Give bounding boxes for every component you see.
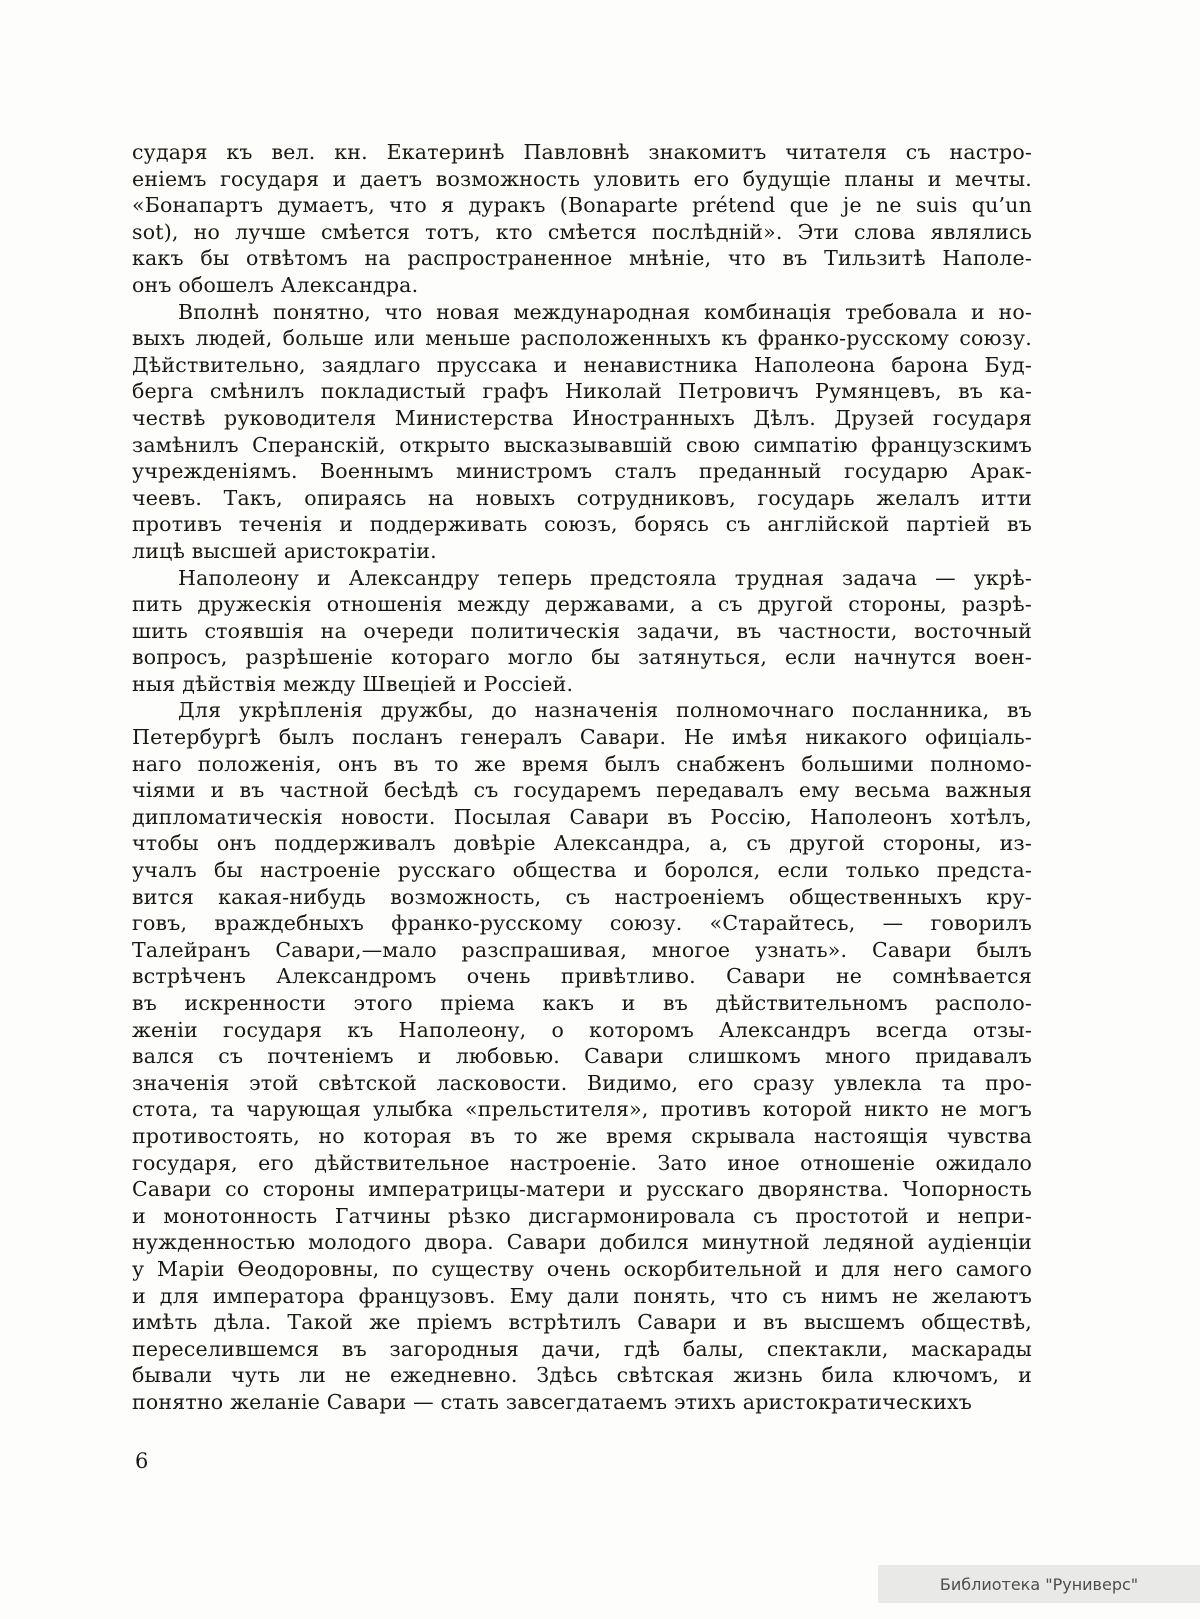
text-line: Савари со стороны императрицы-матери и русскаго дворянства. Чопорность [132, 1177, 1032, 1202]
text-line: онъ обошелъ Александра. [132, 272, 419, 297]
text-line: Дѣйствительно, заядлаго пруссака и ненавистника Наполеона барона Буд- [132, 352, 1032, 377]
text-line: встрѣченъ Александромъ очень привѣтливо. Савари не сомнѣвается [132, 964, 1032, 989]
text-line: государя, его дѣйствительное настроеніе. Зато иное отношеніе ожидало [132, 1150, 1032, 1175]
text-line: Наполеону и Александру теперь предстояла трудная задача — укрѣ- [178, 565, 1032, 590]
paragraph [132, 299, 1032, 565]
page-number: 6 [135, 1449, 149, 1473]
text-line: сударя къ вел. кн. Екатеринѣ Павловнѣ знакомитъ читателя съ настро- [132, 140, 1032, 164]
text-line: вался съ почтеніемъ и любовью. Савари слишкомъ много придавалъ [132, 1044, 1032, 1069]
text-line: бывали чуть ли не ежедневно. Здѣсь свѣтская жизнь била ключомъ, и [132, 1363, 1032, 1388]
text-line: противостоять, но которая въ то же время скрывала настоящія чувства [132, 1123, 1032, 1148]
text-line: еніемъ государя и даетъ возможность уловить его будущіе планы и мечты. [132, 166, 1032, 191]
text-line: и монотонность Гатчины рѣзко дисгармонировала съ простотой и непри- [132, 1203, 1032, 1228]
text-line: берга смѣнилъ покладистый графъ Николай Петровичъ Румянцевъ, въ ка- [132, 379, 1032, 404]
text-line: шить стоявшія на очереди политическія задачи, въ частности, восточный [132, 618, 1032, 643]
text-line: Талейранъ Савари,—мало разспрашивая, многое узнать». Савари былъ [132, 937, 1032, 962]
text-line: значенія этой свѣтской ласковости. Видимо, его сразу увлекла та про- [132, 1070, 1032, 1095]
text-line: женіи государя къ Наполеону, о которомъ Александръ всегда отзы- [132, 1017, 1032, 1042]
text-line: выхъ людей, больше или меньше расположенныхъ къ франко-русскому союзу. [132, 326, 1032, 351]
text-line: въ искренности этого пріема какъ и въ дѣйствительномъ располо- [132, 991, 1032, 1015]
text-line: дипломатическія новости. Посылая Савари въ Россію, Наполеонъ хотѣлъ, [132, 804, 1032, 829]
text-line: переселившемся въ загородныя дачи, гдѣ балы, спектакли, маскарады [132, 1336, 1032, 1361]
text-line: чтобы онъ поддерживалъ довѣріе Александра, а, съ другой стороны, из- [132, 831, 1032, 856]
text-line: Петербургѣ былъ посланъ генералъ Савари. Не имѣя никакого офиціаль- [132, 725, 1032, 750]
text-line: имѣть дѣла. Такой же пріемъ встрѣтилъ Савари и въ высшемъ обществѣ, [132, 1310, 1032, 1335]
text-line: лицѣ высшей аристократіи. [132, 538, 437, 563]
paragraph [132, 697, 1032, 1415]
text-block [132, 139, 1032, 1416]
text-line: «Бонапартъ думаетъ, что я дуракъ (Bonaparte prétend que je ne suis qu’un [132, 193, 1032, 218]
library-watermark: Библиотека "Руниверс" [878, 1565, 1200, 1603]
text-line: Для укрѣпленія дружбы, до назначенія полномочнаго посланника, въ [178, 698, 1032, 723]
text-line: противъ теченія и поддерживать союзъ, борясь съ англійской партіей въ [132, 512, 1032, 537]
text-line: пить дружескія отношенія между державами, а съ другой стороны, разрѣ- [132, 592, 1032, 617]
text-line: учрежденіямъ. Военнымъ министромъ сталъ преданный государю Арак- [132, 459, 1032, 484]
text-line: sot), но лучше смѣется тотъ, кто смѣется послѣдній». Эти слова являлись [132, 219, 1032, 244]
text-line: говъ, враждебныхъ франко-русскому союзу. «Старайтесь, — говорилъ [132, 911, 1032, 936]
text-line: вопросъ, разрѣшеніе котораго могло бы затянуться, если начнутся воен- [132, 645, 1032, 670]
text-line: ныя дѣйствія между Швеціей и Россіей. [132, 671, 574, 696]
text-line: чествѣ руководителя Министерства Иностранныхъ Дѣлъ. Друзей государя [132, 405, 1032, 430]
text-line: какъ бы отвѣтомъ на распространенное мнѣніе, что въ Тильзитѣ Наполе- [132, 246, 1032, 271]
paragraph [132, 565, 1032, 698]
text-line: у Маріи Ѳеодоровны, по существу очень оскорбительной и для него самого [132, 1256, 1032, 1281]
text-line: наго положенія, онъ въ то же время былъ снабженъ большими полномо- [132, 751, 1032, 776]
text-line: Вполнѣ понятно, что новая международная комбинація требовала и но- [178, 299, 1032, 324]
text-line: замѣнилъ Сперанскій, открыто высказывавшій свою симпатію французскимъ [132, 432, 1032, 457]
text-line: понятно желаніе Савари — стать завсегдатаемъ этихъ аристократическихъ [132, 1389, 972, 1414]
text-line: стота, та чарующая улыбка «прельстителя», противъ которой никто не могъ [132, 1097, 1032, 1122]
paragraph [132, 139, 1032, 299]
text-line: чеевъ. Такъ, опираясь на новыхъ сотрудниковъ, государь желалъ итти [132, 485, 1032, 510]
text-line: чіями и въ частной бесѣдѣ съ государемъ передавалъ ему весьма важныя [132, 778, 1032, 803]
text-line: и для императора французовъ. Ему дали понять, что съ нимъ не желаютъ [132, 1283, 1032, 1308]
text-line: нужденностью молодого двора. Савари добился минутной ледяной аудіенціи [132, 1230, 1032, 1255]
text-line: учалъ бы настроеніе русскаго общества и боролся, если только предста- [132, 858, 1032, 883]
text-line: вится какая-нибудь возможность, съ настроеніемъ общественныхъ кру- [132, 884, 1032, 909]
